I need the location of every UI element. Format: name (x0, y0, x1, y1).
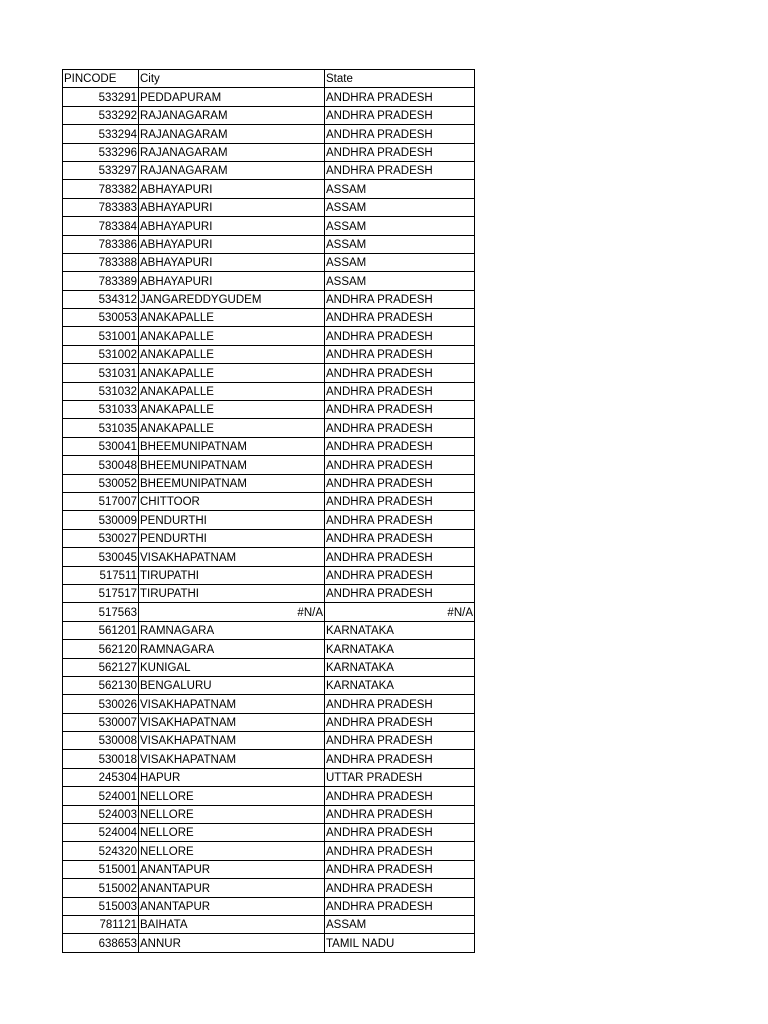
city-cell: ANAKAPALLE (139, 382, 325, 400)
pincode-cell: 530053 (63, 309, 139, 327)
pincode-cell: 783384 (63, 217, 139, 235)
header-state: State (325, 70, 475, 88)
state-cell: ASSAM (325, 198, 475, 216)
pincode-cell: 515003 (63, 897, 139, 915)
city-cell: VISAKHAPATNAM (139, 732, 325, 750)
pincode-cell: 531001 (63, 327, 139, 345)
city-cell: ABHAYAPURI (139, 235, 325, 253)
table-row (63, 934, 475, 952)
pincode-cell: 533291 (63, 88, 139, 106)
pincode-cell: 530018 (63, 750, 139, 768)
city-cell: RAJANAGARAM (139, 143, 325, 161)
city-cell: NELLORE (139, 824, 325, 842)
pincode-cell: 530007 (63, 713, 139, 731)
state-cell: ANDHRA PRADESH (325, 327, 475, 345)
table-row (63, 879, 475, 897)
city-cell: ANAKAPALLE (139, 401, 325, 419)
state-cell: ANDHRA PRADESH (325, 787, 475, 805)
table-row (63, 658, 475, 676)
city-cell: ANNUR (139, 934, 325, 952)
table-row (63, 915, 475, 933)
table-row (63, 768, 475, 786)
table-row (63, 456, 475, 474)
state-cell: ANDHRA PRADESH (325, 161, 475, 179)
state-cell: ANDHRA PRADESH (325, 143, 475, 161)
table-row (63, 805, 475, 823)
state-cell: ANDHRA PRADESH (325, 529, 475, 547)
state-cell: KARNATAKA (325, 621, 475, 639)
table-row (63, 272, 475, 290)
city-cell: HAPUR (139, 768, 325, 786)
pincode-cell: 562130 (63, 676, 139, 694)
pincode-cell: 638653 (63, 934, 139, 952)
table-row (63, 474, 475, 492)
table-row (63, 732, 475, 750)
state-cell: ANDHRA PRADESH (325, 345, 475, 363)
pincode-cell: 517511 (63, 566, 139, 584)
table-row (63, 180, 475, 198)
pincode-cell: 530026 (63, 695, 139, 713)
city-cell: VISAKHAPATNAM (139, 548, 325, 566)
state-cell: KARNATAKA (325, 676, 475, 694)
pincode-cell: 515001 (63, 860, 139, 878)
table-row (63, 217, 475, 235)
table-row (63, 566, 475, 584)
table-row (63, 713, 475, 731)
state-cell: ANDHRA PRADESH (325, 401, 475, 419)
pincode-cell: 517563 (63, 603, 139, 621)
table-row (63, 750, 475, 768)
table-row (63, 253, 475, 271)
state-cell: ANDHRA PRADESH (325, 732, 475, 750)
table-row (63, 695, 475, 713)
city-cell: TIRUPATHI (139, 566, 325, 584)
city-cell: CHITTOOR (139, 492, 325, 510)
city-cell: ANAKAPALLE (139, 364, 325, 382)
city-cell: ANAKAPALLE (139, 419, 325, 437)
state-cell: ANDHRA PRADESH (325, 713, 475, 731)
table-row (63, 511, 475, 529)
city-cell: PENDURTHI (139, 529, 325, 547)
state-cell: ANDHRA PRADESH (325, 382, 475, 400)
state-cell: TAMIL NADU (325, 934, 475, 952)
state-cell: UTTAR PRADESH (325, 768, 475, 786)
pincode-cell: 783386 (63, 235, 139, 253)
state-cell: ANDHRA PRADESH (325, 309, 475, 327)
city-cell: VISAKHAPATNAM (139, 695, 325, 713)
state-cell: #N/A (325, 603, 475, 621)
header-pincode: PINCODE (63, 70, 139, 88)
state-cell: ANDHRA PRADESH (325, 492, 475, 510)
state-cell: ANDHRA PRADESH (325, 695, 475, 713)
city-cell: RAJANAGARAM (139, 161, 325, 179)
table-row (63, 860, 475, 878)
city-cell: TIRUPATHI (139, 584, 325, 602)
table-row (63, 106, 475, 124)
pincode-cell: 531002 (63, 345, 139, 363)
pincode-cell: 517517 (63, 584, 139, 602)
city-cell: ANANTAPUR (139, 897, 325, 915)
table-row (63, 161, 475, 179)
pincode-cell: 245304 (63, 768, 139, 786)
city-cell: ABHAYAPURI (139, 198, 325, 216)
state-cell: ANDHRA PRADESH (325, 290, 475, 308)
pincode-cell: 524004 (63, 824, 139, 842)
city-cell: ABHAYAPURI (139, 180, 325, 198)
pincode-cell: 531033 (63, 401, 139, 419)
state-cell: ANDHRA PRADESH (325, 88, 475, 106)
city-cell: BENGALURU (139, 676, 325, 694)
table-row (63, 897, 475, 915)
city-cell: ANAKAPALLE (139, 345, 325, 363)
state-cell: ANDHRA PRADESH (325, 824, 475, 842)
table-row (63, 382, 475, 400)
city-cell: BHEEMUNIPATNAM (139, 456, 325, 474)
state-cell: ANDHRA PRADESH (325, 548, 475, 566)
table-row (63, 584, 475, 602)
state-cell: ANDHRA PRADESH (325, 511, 475, 529)
pincode-cell: 783388 (63, 253, 139, 271)
city-cell: BHEEMUNIPATNAM (139, 437, 325, 455)
table-row (63, 125, 475, 143)
table-row (63, 198, 475, 216)
header-row (63, 70, 475, 88)
pincode-cell: 561201 (63, 621, 139, 639)
city-cell: PENDURTHI (139, 511, 325, 529)
pincode-cell: 531032 (63, 382, 139, 400)
city-cell: ANAKAPALLE (139, 327, 325, 345)
pincode-cell: 783389 (63, 272, 139, 290)
table-row (63, 235, 475, 253)
table-row (63, 640, 475, 658)
state-cell: ASSAM (325, 180, 475, 198)
pincode-cell: 562120 (63, 640, 139, 658)
pincode-cell: 515002 (63, 879, 139, 897)
city-cell: NELLORE (139, 787, 325, 805)
state-cell: ANDHRA PRADESH (325, 584, 475, 602)
pincode-cell: 530052 (63, 474, 139, 492)
pincode-cell: 531035 (63, 419, 139, 437)
state-cell: ANDHRA PRADESH (325, 419, 475, 437)
table-row (63, 345, 475, 363)
state-cell: ASSAM (325, 253, 475, 271)
pincode-cell: 524320 (63, 842, 139, 860)
city-cell: JANGAREDDYGUDEM (139, 290, 325, 308)
state-cell: ASSAM (325, 217, 475, 235)
table-row (63, 309, 475, 327)
pincode-cell: 562127 (63, 658, 139, 676)
state-cell: ASSAM (325, 915, 475, 933)
table-row (63, 327, 475, 345)
table-row (63, 88, 475, 106)
state-cell: ASSAM (325, 235, 475, 253)
city-cell: ABHAYAPURI (139, 217, 325, 235)
state-cell: ANDHRA PRADESH (325, 364, 475, 382)
table-row (63, 143, 475, 161)
city-cell: #N/A (139, 603, 325, 621)
city-cell: NELLORE (139, 805, 325, 823)
state-cell: ANDHRA PRADESH (325, 842, 475, 860)
table-row (63, 290, 475, 308)
city-cell: NELLORE (139, 842, 325, 860)
state-cell: KARNATAKA (325, 640, 475, 658)
state-cell: ASSAM (325, 272, 475, 290)
pincode-table (62, 69, 475, 953)
city-cell: ANANTAPUR (139, 860, 325, 878)
state-cell: ANDHRA PRADESH (325, 125, 475, 143)
table-row (63, 492, 475, 510)
table-row (63, 842, 475, 860)
pincode-cell: 530045 (63, 548, 139, 566)
table-row (63, 603, 475, 621)
city-cell: ANANTAPUR (139, 879, 325, 897)
pincode-cell: 524003 (63, 805, 139, 823)
table-row (63, 437, 475, 455)
city-cell: RAMNAGARA (139, 640, 325, 658)
state-cell: ANDHRA PRADESH (325, 750, 475, 768)
city-cell: BHEEMUNIPATNAM (139, 474, 325, 492)
pincode-cell: 517007 (63, 492, 139, 510)
pincode-cell: 530041 (63, 437, 139, 455)
city-cell: ABHAYAPURI (139, 272, 325, 290)
state-cell: ANDHRA PRADESH (325, 437, 475, 455)
state-cell: ANDHRA PRADESH (325, 456, 475, 474)
city-cell: BAIHATA (139, 915, 325, 933)
state-cell: ANDHRA PRADESH (325, 566, 475, 584)
table-row (63, 419, 475, 437)
pincode-cell: 530027 (63, 529, 139, 547)
table-row (63, 787, 475, 805)
city-cell: RAJANAGARAM (139, 125, 325, 143)
state-cell: ANDHRA PRADESH (325, 897, 475, 915)
city-cell: RAMNAGARA (139, 621, 325, 639)
pincode-cell: 534312 (63, 290, 139, 308)
pincode-cell: 530009 (63, 511, 139, 529)
pincode-cell: 533294 (63, 125, 139, 143)
state-cell: ANDHRA PRADESH (325, 805, 475, 823)
pincode-cell: 783382 (63, 180, 139, 198)
state-cell: ANDHRA PRADESH (325, 860, 475, 878)
state-cell: ANDHRA PRADESH (325, 474, 475, 492)
pincode-cell: 530008 (63, 732, 139, 750)
city-cell: KUNIGAL (139, 658, 325, 676)
table-row (63, 548, 475, 566)
state-cell: KARNATAKA (325, 658, 475, 676)
city-cell: ABHAYAPURI (139, 253, 325, 271)
pincode-cell: 531031 (63, 364, 139, 382)
table-row (63, 676, 475, 694)
city-cell: ANAKAPALLE (139, 309, 325, 327)
table-row (63, 621, 475, 639)
state-cell: ANDHRA PRADESH (325, 106, 475, 124)
city-cell: PEDDAPURAM (139, 88, 325, 106)
table-row (63, 824, 475, 842)
pincode-cell: 533292 (63, 106, 139, 124)
pincode-cell: 781121 (63, 915, 139, 933)
pincode-cell: 783383 (63, 198, 139, 216)
pincode-cell: 533297 (63, 161, 139, 179)
city-cell: RAJANAGARAM (139, 106, 325, 124)
table-row (63, 364, 475, 382)
table-row (63, 401, 475, 419)
table-row (63, 529, 475, 547)
pincode-cell: 530048 (63, 456, 139, 474)
city-cell: VISAKHAPATNAM (139, 713, 325, 731)
pincode-cell: 524001 (63, 787, 139, 805)
header-city: City (139, 70, 325, 88)
pincode-cell: 533296 (63, 143, 139, 161)
state-cell: ANDHRA PRADESH (325, 879, 475, 897)
city-cell: VISAKHAPATNAM (139, 750, 325, 768)
